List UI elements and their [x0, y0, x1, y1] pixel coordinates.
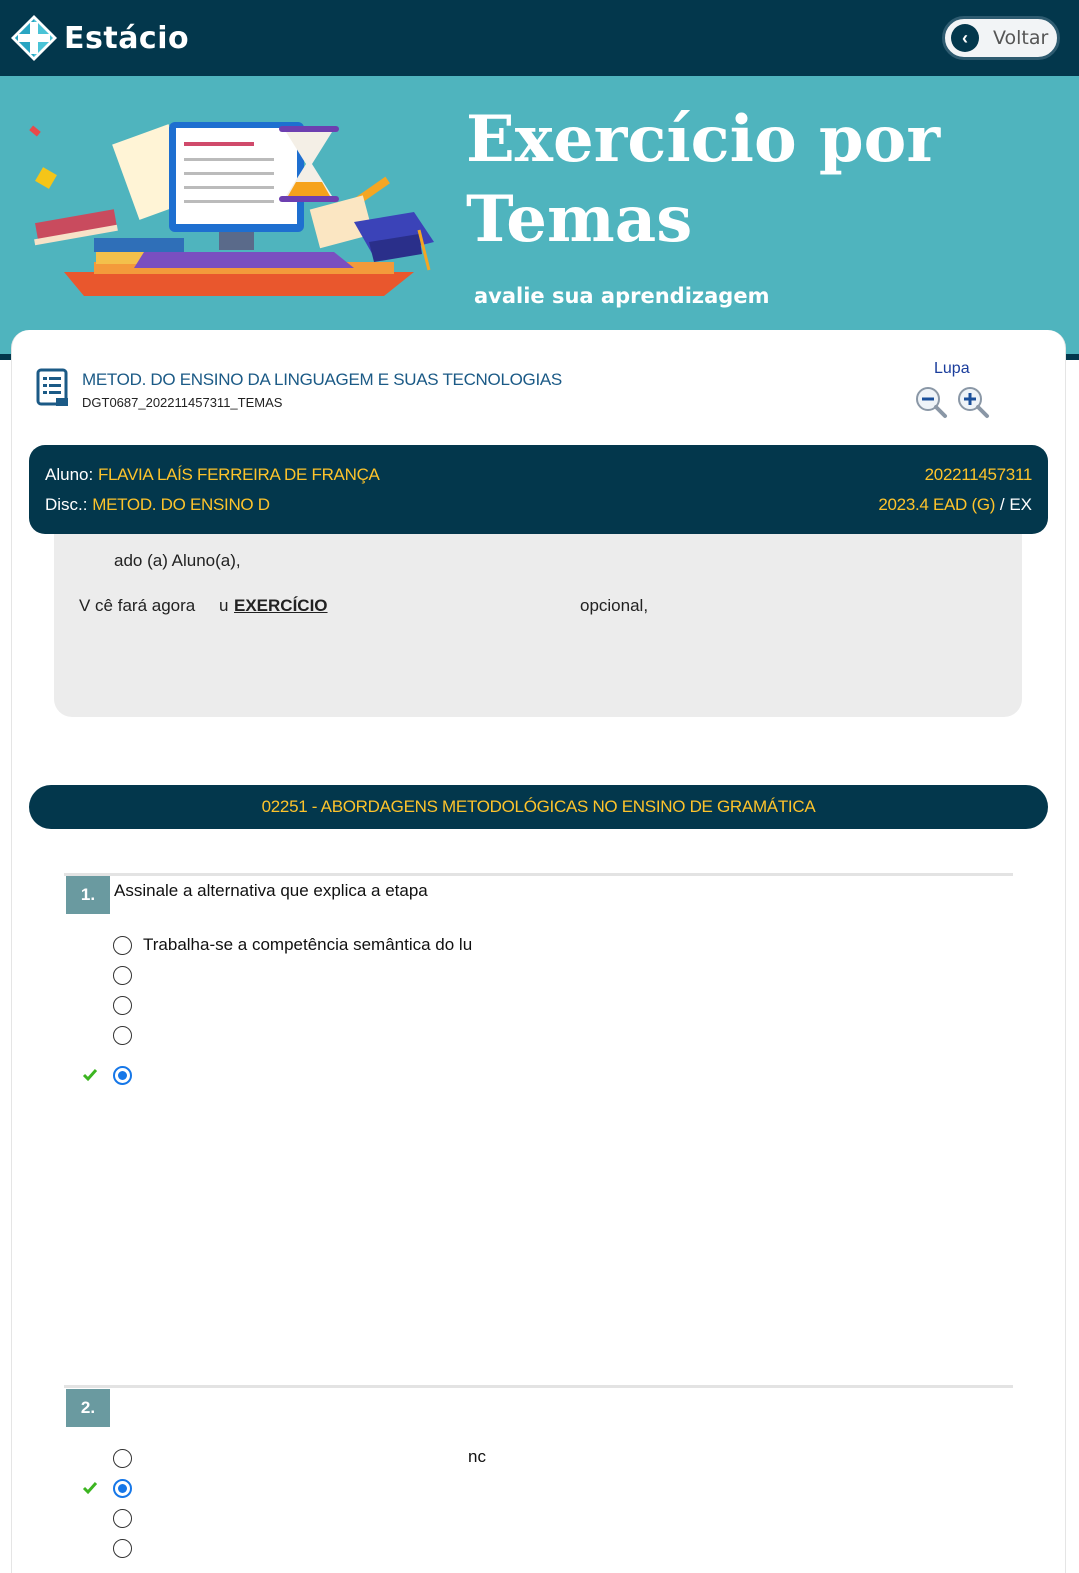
discipline-name: METOD. DO ENSINO D [92, 495, 270, 514]
notice-text-part1: V cê fará agora [79, 596, 196, 615]
topic-title: 02251 - ABORDAGENS METODOLÓGICAS NO ENSINO DE GRAMÁTICA [261, 797, 816, 816]
answer-radio-q2-c[interactable] [113, 1509, 132, 1528]
answer-radio-q1-a[interactable] [113, 936, 132, 955]
course-code: DGT0687_202211457311_TEMAS [82, 395, 283, 410]
aluno-label: Aluno: [45, 465, 94, 484]
zoom-out-icon[interactable] [914, 385, 948, 419]
logo-text: Estácio [64, 20, 190, 56]
estacio-logo-icon [10, 14, 58, 62]
question-number: 2. [66, 1389, 110, 1427]
study-illustration [24, 112, 444, 302]
zoom-label: Lupa [934, 360, 970, 377]
banner-title-line2: Temas [466, 182, 693, 257]
answer-radio-q1-d[interactable] [113, 1026, 132, 1045]
chevron-left-icon: ‹ [951, 24, 979, 52]
zoom-in-icon[interactable] [956, 385, 990, 419]
notice-exercise-word: EXERCÍCIO [234, 596, 328, 615]
banner-title-line1: Exercício por [466, 102, 941, 177]
notice-box [54, 534, 1022, 717]
correct-check-icon [82, 1481, 98, 1495]
notice-text-part3: opcional, [580, 596, 649, 615]
question-number: 1. [66, 876, 110, 914]
question-divider [64, 873, 1013, 876]
disc-label: Disc.: [45, 495, 88, 514]
estacio-logo [10, 14, 189, 62]
banner-subtitle: avalie sua aprendizagem [474, 284, 770, 308]
exercise-type: EX [1009, 495, 1032, 514]
answer-radio-q2-a[interactable] [113, 1449, 132, 1468]
answer-radio-q1-c[interactable] [113, 996, 132, 1015]
back-button-label: Voltar [993, 27, 1049, 49]
discipline-row [45, 495, 270, 515]
answer-radio-q1-e[interactable] [113, 1066, 132, 1085]
notice-text-part2: u [219, 596, 229, 615]
document-list-icon [36, 368, 70, 408]
notice-greeting: ado (a) Aluno(a), [114, 551, 241, 570]
student-row [45, 465, 380, 485]
answer-radio-q2-b[interactable] [113, 1479, 132, 1498]
answer-radio-q2-d[interactable] [113, 1539, 132, 1558]
student-id: 202211457311 [924, 465, 1032, 484]
top-bar [0, 0, 1079, 76]
topic-bar [29, 785, 1048, 829]
back-button[interactable] [942, 16, 1060, 60]
student-info-bar [29, 445, 1048, 534]
question-divider [64, 1385, 1013, 1388]
period: 2023.4 EAD (G) [878, 495, 996, 514]
answer-text-q1-a: Trabalha-se a competência semântica do lu [143, 935, 473, 954]
correct-check-icon [82, 1068, 98, 1082]
course-title: METOD. DO ENSINO DA LINGUAGEM E SUAS TECNOLOGIAS [82, 370, 562, 389]
question-text: Assinale a alternativa que explica a etapa [114, 881, 428, 900]
answer-text-q2-a: nc [468, 1447, 486, 1466]
answer-radio-q1-b[interactable] [113, 966, 132, 985]
period-separator: / [999, 495, 1005, 514]
student-name: FLAVIA LAÍS FERREIRA DE FRANÇA [97, 465, 380, 484]
banner-title [466, 100, 940, 260]
period-info [878, 495, 1032, 515]
